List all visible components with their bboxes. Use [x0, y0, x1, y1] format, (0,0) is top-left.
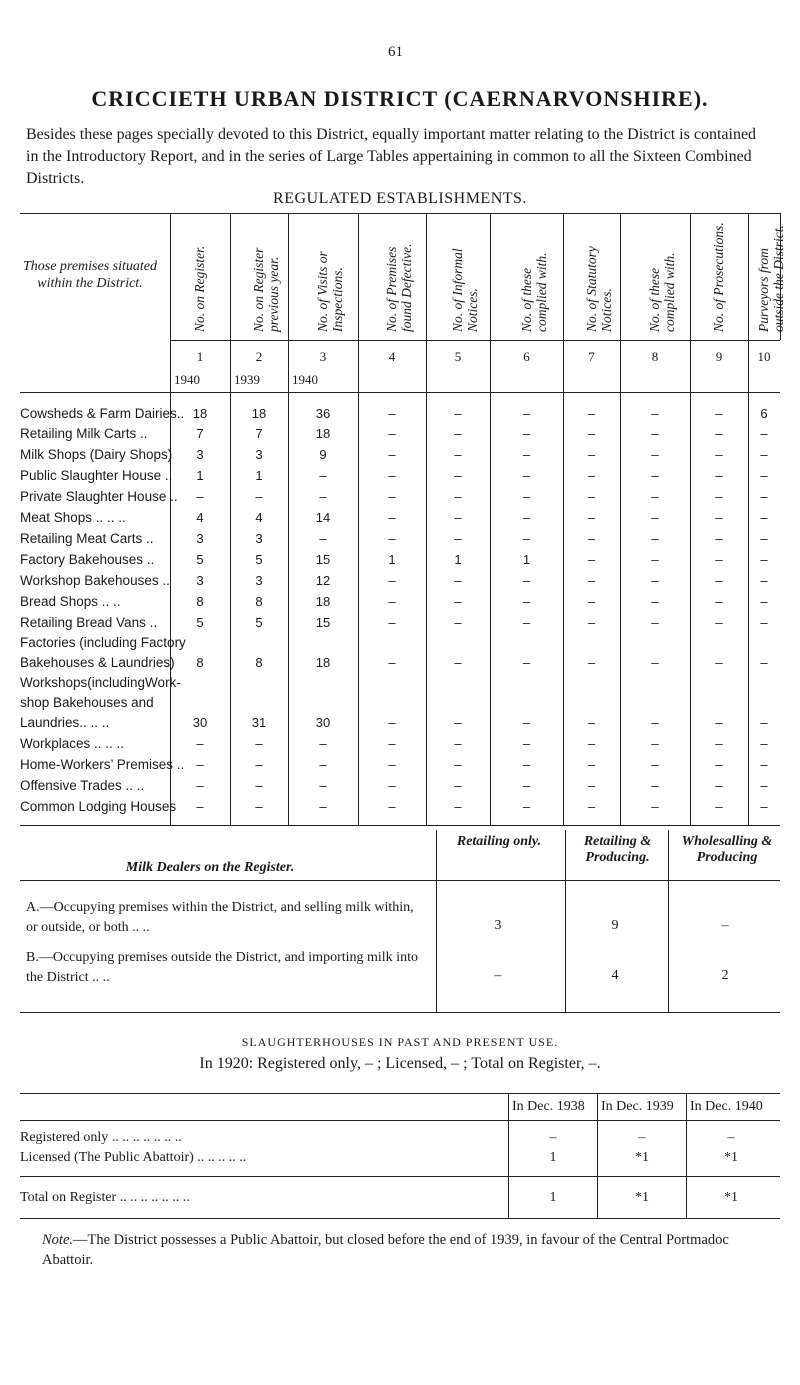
table-row-label: Workplaces .. .. .. [20, 736, 125, 751]
table-cell: – [760, 778, 768, 793]
slaughter-total-1938: 1 [549, 1190, 557, 1205]
table-cell: – [388, 468, 396, 483]
table-cell: – [651, 531, 659, 546]
column-number-1: 1 [196, 349, 204, 364]
table-cell: 5 [196, 615, 204, 630]
column-divider [563, 213, 564, 825]
table-cell: – [388, 778, 396, 793]
table-cell: – [522, 573, 531, 588]
table-cell: – [651, 489, 659, 504]
table-cell: – [522, 531, 531, 546]
table-cell: – [319, 778, 327, 793]
table-cell: – [522, 736, 531, 751]
table-column-number-rule [20, 392, 780, 393]
table-cell: 8 [255, 655, 263, 670]
table-cell: – [388, 447, 396, 462]
column-year-2: 1939 [234, 372, 260, 387]
table-cell: – [760, 531, 768, 546]
table-cell: 1 [388, 552, 396, 567]
milk-b-retailing-only: – [494, 968, 502, 983]
table-cell: – [454, 736, 462, 751]
table-row-label: Factory Bakehouses .. [20, 552, 155, 567]
table-cell: – [388, 573, 396, 588]
footnote-text: —The District possesses a Public Abattoir, but closed before the end of 1939, in favour of the Central Portmadoc Abattoir. [42, 1232, 729, 1268]
table-cell: – [388, 510, 396, 525]
table-row-label: Laundries.. .. .. [20, 715, 110, 730]
table-cell: – [587, 510, 596, 525]
table-cell: – [388, 489, 396, 504]
table-cell: – [319, 489, 327, 504]
slaughter-registered-1939: – [638, 1130, 646, 1145]
column-number-6: 6 [523, 349, 530, 364]
table-cell: 4 [196, 510, 204, 525]
table-cell: – [760, 510, 768, 525]
table-cell: – [587, 799, 596, 814]
table-cell: – [587, 615, 596, 630]
table-cell: – [715, 447, 723, 462]
table-cell: – [319, 531, 327, 546]
slaughter-col-1940: In Dec. 1940 [690, 1099, 763, 1114]
table-cell: – [454, 757, 462, 772]
table-cell: 3 [196, 447, 204, 462]
table-cell: – [522, 510, 531, 525]
table-cell: 5 [196, 552, 204, 567]
column-number-7: 7 [588, 349, 595, 364]
table-row-label: Bread Shops .. .. [20, 594, 121, 609]
table-cell: – [760, 799, 768, 814]
table-cell: – [587, 552, 596, 567]
column-divider [620, 213, 621, 825]
table-cell: – [715, 594, 723, 609]
slaughter-divider-1 [508, 1093, 509, 1218]
table-cell: – [715, 489, 723, 504]
table-cell: – [651, 468, 659, 483]
table-row-label: Meat Shops .. .. .. [20, 510, 126, 525]
table-cell: – [196, 736, 204, 751]
table-cell: 18 [315, 655, 331, 670]
column-header-2: No. on Register previous year. [251, 247, 281, 332]
slaughter-licensed-1938: 1 [549, 1150, 557, 1165]
table-cell: 7 [196, 426, 204, 441]
slaughter-row-registered: Registered only .. .. .. .. .. .. .. [20, 1130, 182, 1145]
table-row-label: Cowsheds & Farm Dairies.. [20, 406, 185, 421]
table-cell: 5 [255, 552, 263, 567]
table-cell: – [651, 594, 659, 609]
slaughter-total-1940: *1 [724, 1190, 738, 1205]
table-cell: – [587, 594, 596, 609]
table-cell: 9 [319, 447, 327, 462]
table-cell: – [715, 573, 723, 588]
milk-a-wholesalling-producing: – [721, 918, 729, 933]
column-header-7: No. of Statutory Notices. [583, 246, 614, 332]
table-cell: – [388, 757, 396, 772]
table-cell: – [454, 447, 462, 462]
milk-dealers-header: Milk Dealers on the Register. [125, 860, 295, 875]
table-cell: 3 [196, 531, 204, 546]
table-row-label: Offensive Trades .. .. [20, 778, 145, 793]
slaughter-licensed-1940: *1 [724, 1150, 738, 1165]
table-cell: 6 [760, 406, 768, 421]
table-cell: – [651, 552, 659, 567]
table-row-label: Workshop Bakehouses .. [20, 573, 170, 588]
table-cell: – [587, 531, 596, 546]
table-cell: – [388, 736, 396, 751]
table-cell: 30 [315, 715, 331, 730]
table-cell: 30 [192, 715, 208, 730]
table-cell: – [319, 799, 327, 814]
table-row-label: Public Slaughter House .. [20, 468, 173, 483]
table-cell: – [454, 426, 462, 441]
premises-header: Those premises situated within the District. [22, 259, 158, 291]
table-cell: – [715, 615, 723, 630]
table-row-label: Home-Workers’ Premises .. [20, 757, 185, 772]
table-cell: – [522, 778, 531, 793]
table-cell: 7 [255, 426, 263, 441]
table-cell: – [196, 778, 204, 793]
table-cell: – [715, 406, 723, 421]
table-cell: 3 [255, 573, 263, 588]
table-cell: – [760, 573, 768, 588]
table-row-label: shop Bakehouses and [20, 695, 154, 710]
table-cell: 18 [315, 594, 331, 609]
table-cell: – [651, 510, 659, 525]
slaughter-bottom-rule [20, 1218, 780, 1219]
milk-a-retailing-producing: 9 [611, 918, 619, 933]
table-cell: – [587, 489, 596, 504]
slaughter-registered-1940: – [727, 1130, 735, 1145]
table-cell: – [255, 489, 263, 504]
table-cell: – [715, 655, 723, 670]
table-cell: – [522, 426, 531, 441]
slaughter-total-1939: *1 [635, 1190, 649, 1205]
table-row-label: Milk Shops (Dairy Shops) [20, 447, 173, 462]
column-header-8: No. of these complied with. [647, 252, 677, 332]
table-cell: – [760, 426, 768, 441]
table-cell: – [255, 778, 263, 793]
table-cell: – [760, 615, 768, 630]
table-cell: – [587, 573, 596, 588]
table-bottom-rule [20, 825, 780, 826]
milk-divider-2 [565, 830, 566, 1012]
table-cell: – [454, 594, 462, 609]
section-title: REGULATED ESTABLISHMENTS. [273, 190, 527, 207]
table-cell: 5 [255, 615, 263, 630]
table-cell: – [587, 406, 596, 421]
table-cell: 1 [454, 552, 462, 567]
table-cell: – [651, 736, 659, 751]
table-cell: – [388, 594, 396, 609]
table-cell: – [522, 594, 531, 609]
table-cell: – [388, 655, 396, 670]
table-cell: – [587, 447, 596, 462]
table-cell: – [587, 468, 596, 483]
table-cell: – [715, 757, 723, 772]
slaughter-registered-1938: – [549, 1130, 557, 1145]
milk-header-rule [20, 880, 780, 881]
column-divider [426, 213, 427, 825]
table-cell: – [715, 426, 723, 441]
table-cell: 4 [255, 510, 263, 525]
table-cell: 8 [196, 594, 204, 609]
table-cell: – [715, 552, 723, 567]
table-cell: – [715, 799, 723, 814]
table-cell: – [196, 799, 204, 814]
milk-divider-1 [436, 830, 437, 1012]
intro-paragraph: Besides these pages specially devoted to this District, equally important matter relating to the District is contained in the Introductory Report, and in the series of Large Tables appertaining in common to all the Sixteen Combined Districts. [26, 126, 757, 187]
table-row-label: Workshops(includingWork- [20, 675, 181, 690]
column-divider [230, 213, 231, 825]
slaughter-row-licensed: Licensed (The Public Abattoir) .. .. .. .. .. [20, 1150, 247, 1165]
table-cell: – [454, 468, 462, 483]
table-cell: – [388, 406, 396, 421]
table-cell: – [715, 736, 723, 751]
column-number-10: 10 [757, 349, 771, 364]
milk-b-retailing-producing: 4 [611, 968, 619, 983]
milk-row-a-label: A.—Occupying premises within the District, and selling milk within, or outside, or both .. .. [26, 900, 414, 935]
table-cell: – [651, 715, 659, 730]
table-cell: – [715, 778, 723, 793]
table-header-rule [170, 340, 780, 341]
table-row-label: Factories (including Factory [20, 635, 186, 650]
table-cell: – [522, 757, 531, 772]
footnote [42, 1230, 782, 1270]
page-number: 61 [388, 44, 403, 60]
table-cell: – [522, 799, 531, 814]
table-cell: 15 [315, 552, 331, 567]
column-number-9: 9 [715, 349, 723, 364]
table-cell: – [255, 799, 263, 814]
column-header-4: No. of Premises found Defective. [384, 243, 414, 332]
table-cell: – [454, 510, 462, 525]
slaughter-divider-3 [686, 1093, 687, 1218]
table-cell: – [454, 489, 462, 504]
table-cell: – [319, 468, 327, 483]
column-header-9: No. of Prosecutions. [711, 222, 726, 332]
table-row-label: Bakehouses & Laundries) [20, 655, 175, 670]
table-cell: – [388, 426, 396, 441]
table-cell: – [587, 757, 596, 772]
table-cell: – [760, 736, 768, 751]
table-cell: – [255, 757, 263, 772]
table-cell: – [651, 757, 659, 772]
table-cell: – [760, 655, 768, 670]
footnote-label: Note. [42, 1232, 74, 1248]
table-cell: – [651, 406, 659, 421]
table-cell: – [651, 655, 659, 670]
table-cell: – [522, 715, 531, 730]
column-header-1: No. on Register. [192, 245, 207, 332]
table-cell: – [651, 799, 659, 814]
column-header-6: No. of these complied with. [518, 252, 549, 332]
table-cell: 36 [315, 406, 331, 421]
table-cell: – [522, 406, 531, 421]
column-divider [358, 213, 359, 825]
column-year-1: 1940 [174, 372, 200, 387]
table-top-rule [20, 213, 780, 214]
table-cell: – [715, 531, 723, 546]
table-cell: – [255, 736, 263, 751]
table-cell: – [715, 468, 723, 483]
table-cell: – [319, 757, 327, 772]
table-cell: – [760, 757, 768, 772]
slaughter-col-1938: In Dec. 1938 [512, 1099, 585, 1114]
column-divider [288, 213, 289, 825]
column-divider [490, 213, 491, 825]
table-cell: – [522, 447, 531, 462]
table-row-label: Common Lodging Houses [20, 799, 177, 814]
table-cell: 12 [315, 573, 331, 588]
milk-row-b-label: B.—Occupying premises outside the District, and importing milk into the District .. .. [26, 950, 418, 985]
column-header-10: Purveyors from outside the District. [756, 225, 786, 332]
table-cell: – [388, 799, 396, 814]
table-cell: 1 [196, 468, 204, 483]
table-cell: – [522, 468, 531, 483]
table-cell: 3 [255, 531, 263, 546]
table-cell: 31 [251, 715, 267, 730]
table-cell: – [760, 447, 768, 462]
column-year-3: 1940 [292, 372, 318, 387]
table-cell: 18 [315, 426, 331, 441]
table-cell: – [760, 552, 768, 567]
table-cell: – [587, 715, 596, 730]
column-number-8: 8 [651, 349, 659, 364]
table-cell: 15 [315, 615, 331, 630]
column-header-5: No. of Informal Notices. [450, 248, 480, 332]
table-cell: 8 [196, 655, 204, 670]
table-cell: 1 [522, 552, 531, 567]
table-cell: – [454, 573, 462, 588]
table-cell: – [587, 655, 596, 670]
table-cell: – [651, 426, 659, 441]
table-cell: 8 [255, 594, 263, 609]
table-cell: – [760, 468, 768, 483]
table-cell: – [587, 426, 596, 441]
table-cell: – [651, 778, 659, 793]
column-number-2: 2 [255, 349, 263, 364]
table-cell: – [454, 655, 462, 670]
table-cell: – [454, 715, 462, 730]
table-cell: – [454, 799, 462, 814]
column-header-3: No. of Visits or Inspections. [315, 251, 345, 332]
table-cell: 18 [192, 406, 208, 421]
milk-col-wholesalling-producing: Wholesalling & Producing [681, 834, 773, 865]
table-cell: – [388, 615, 396, 630]
table-cell: – [760, 715, 768, 730]
table-cell: – [388, 531, 396, 546]
table-cell: 18 [251, 406, 267, 421]
table-cell: – [454, 615, 462, 630]
slaughter-total-rule [20, 1176, 780, 1177]
table-cell: 1 [255, 468, 263, 483]
table-cell: – [651, 615, 659, 630]
column-number-5: 5 [454, 349, 462, 364]
slaughterhouses-title: SLAUGHTERHOUSES IN PAST AND PRESENT USE. [241, 1035, 559, 1049]
milk-a-retailing-only: 3 [494, 918, 502, 933]
table-cell: – [454, 406, 462, 421]
table-cell: – [715, 715, 723, 730]
slaughter-row-total: Total on Register .. .. .. .. .. .. .. [20, 1190, 190, 1205]
slaughter-divider-2 [597, 1093, 598, 1218]
milk-col-retailing-producing: Retailing & Producing. [583, 834, 652, 865]
table-cell: – [388, 715, 396, 730]
table-row-label: Retailing Bread Vans .. [20, 615, 158, 630]
table-cell: – [522, 655, 531, 670]
table-cell: – [760, 594, 768, 609]
slaughter-header-rule [20, 1120, 780, 1121]
table-cell: – [319, 736, 327, 751]
table-cell: 3 [196, 573, 204, 588]
slaughterhouses-1920-summary: In 1920: Registered only, – ; Licensed, – ; Total on Register, –. [199, 1055, 601, 1072]
table-cell: 14 [315, 510, 331, 525]
column-divider [170, 213, 171, 825]
table-cell: – [587, 778, 596, 793]
table-cell: – [454, 531, 462, 546]
column-divider [690, 213, 691, 825]
table-cell: – [651, 447, 659, 462]
milk-divider-3 [668, 830, 669, 1012]
milk-bottom-rule [20, 1012, 780, 1013]
milk-col-retailing-only: Retailing only. [456, 834, 542, 849]
table-cell: – [196, 489, 204, 504]
table-cell: – [454, 778, 462, 793]
slaughter-col-1939: In Dec. 1939 [601, 1099, 674, 1114]
table-cell: – [760, 489, 768, 504]
table-row-label: Private Slaughter House .. [20, 489, 178, 504]
table-row-label: Retailing Meat Carts .. [20, 531, 154, 546]
table-cell: – [522, 615, 531, 630]
slaughter-top-rule [20, 1093, 780, 1094]
table-cell: – [651, 573, 659, 588]
column-number-3: 3 [319, 349, 327, 364]
slaughter-licensed-1939: *1 [635, 1150, 649, 1165]
table-cell: – [196, 757, 204, 772]
table-cell: – [715, 510, 723, 525]
table-row-label: Retailing Milk Carts .. [20, 426, 148, 441]
page-title: CRICCIETH URBAN DISTRICT (CAERNARVONSHIRE). [91, 86, 709, 111]
table-cell: – [522, 489, 531, 504]
column-number-4: 4 [388, 349, 396, 364]
table-cell: – [587, 736, 596, 751]
milk-b-wholesalling-producing: 2 [721, 968, 729, 983]
table-cell: 3 [255, 447, 263, 462]
